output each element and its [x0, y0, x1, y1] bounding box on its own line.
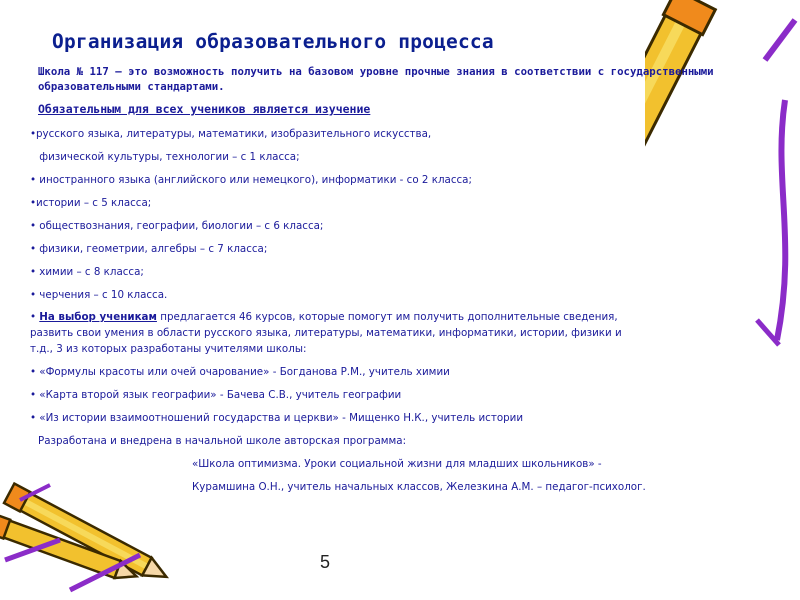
- list-item: •русского языка, литературы, математики, изобразительного искусства,: [30, 128, 432, 140]
- elective-line-2: развить свои умения в области русского языка, литературы, математики, информатики, истории, физики и: [30, 327, 622, 339]
- intro-text: Школа № 117 – это возможность получить на базовом уровне прочные знания в соответствии с государственными образовательными стандартами.: [38, 65, 714, 93]
- list-item: • физики, геометрии, алгебры – с 7 класса;: [30, 243, 268, 255]
- page-number: 5: [320, 552, 331, 572]
- list-item: физической культуры, технологии – с 1 класса;: [36, 151, 300, 163]
- list-item: • обществознания, географии, биологии – с 6 класса;: [30, 220, 324, 232]
- list-item: •истории – с 5 класса;: [30, 197, 152, 209]
- list-item: • черчения – с 10 класса.: [30, 289, 168, 301]
- section-subtitle: Обязательным для всех учеников является изучение: [38, 102, 371, 116]
- list-item: • иностранного языка (английского или немецкого), информатики - со 2 класса;: [30, 174, 472, 186]
- elective-line-1: • На выбор ученикам предлагается 46 курсов, которые помогут им получить дополнительные сведения,: [30, 311, 618, 323]
- course-item: • «Из истории взаимоотношений государства и церкви» - Мищенко Н.К., учитель истории: [30, 412, 524, 424]
- course-item: • «Карта второй язык географии» - Бачева С.В., учитель географии: [30, 389, 402, 401]
- pencil-icon: [645, 0, 800, 360]
- program-intro: Разработана и внедрена в начальной школе авторская программа:: [38, 435, 407, 447]
- program-name: «Школа оптимизма. Уроки социальной жизни для младших школьников» -: [192, 458, 602, 470]
- elective-highlight: На выбор ученикам: [39, 311, 157, 323]
- slide-title: Организация образовательного процесса: [52, 30, 494, 53]
- pencils-icon: [0, 480, 180, 600]
- course-item: • «Формулы красоты или очей очарование» - Богданова Р.М., учитель химии: [30, 366, 450, 378]
- elective-line-3: т.д., 3 из которых разработаны учителями школы:: [30, 343, 307, 355]
- list-item: • химии – с 8 класса;: [30, 266, 144, 278]
- program-authors: Курамшина О.Н., учитель начальных классов, Железкина А.М. – педагог-психолог.: [192, 481, 646, 493]
